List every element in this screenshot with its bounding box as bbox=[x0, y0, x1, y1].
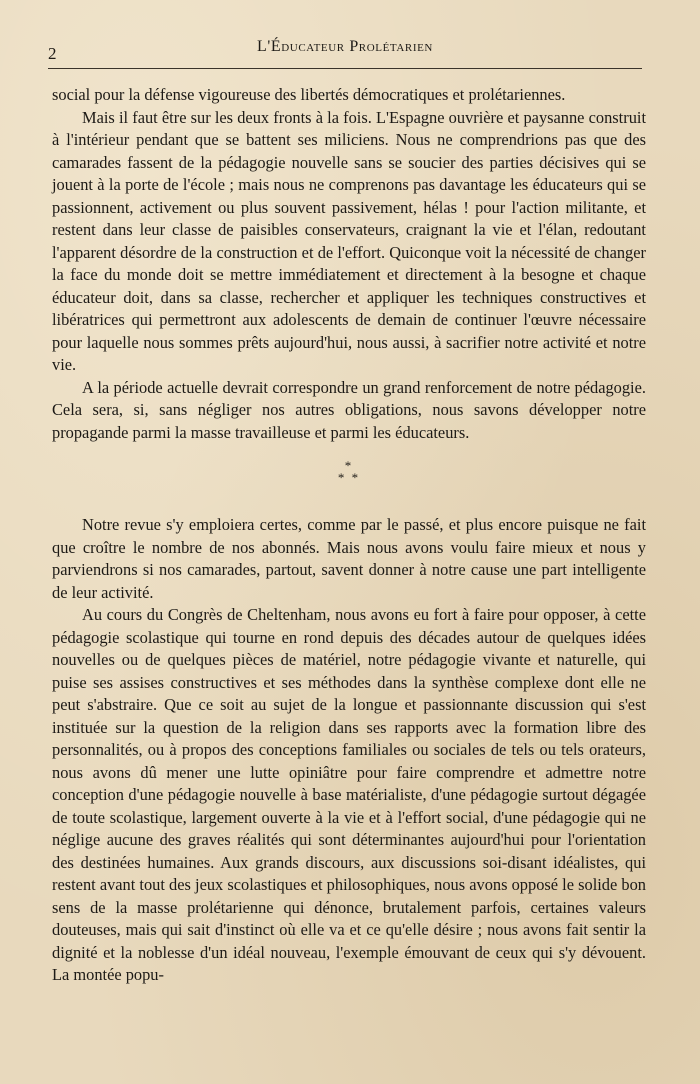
section-separator bbox=[52, 460, 646, 484]
paragraph: Au cours du Congrès de Cheltenham, nous avons eu fort à faire pour opposer, à cette pédagogie scolastique qui tourne en rond depuis des décades autour de quelques idées nouvelles ou de quelques pièces de matériel, notre pédagogie vivante et naturelle, qui puise ses assises constructives et ses méthodes dans la synthèse complexe dont elle ne peut s'abstraire. Que ce soit au sujet de la longue et passionnante discussion qui s'est instituée sur la question de la religion dans ses rapports avec la formation libre des personnalités, ou à propos des conceptions familiales ou sociales de tels ou tels orateurs, nous avons dû mener une lutte opiniâtre pour faire comprendre et admettre notre conception d'une pédagogie nouvelle à base matérialiste, d'une pédagogie surtout dégagée de toute scolastique, largement ouverte à la vie et à l'effort social, d'une pédagogie qui ne néglige aucune des graves réalités qui sont déterminantes aujourd'hui pour l'orientation des destinées humaines. Aux grands discours, aux discussions soi-disant idéalistes, qui restent avant tout des jeux scolastiques et philosophiques, nous avons opposé le solide bon sens de la masse prolétarienne qui dénonce, brutalement parfois, certaines valeurs douteuses, mais qui sait d'instinct où elle va et ce qu'elle désire ; nous avons fait sentir la dignité et la noblesse d'un idéal nouveau, l'exemple émouvant de ceux qui s'y dévouent. La montée popu- bbox=[52, 605, 646, 984]
page-number: 2 bbox=[48, 44, 57, 63]
paragraph-continuation: social pour la défense vigoureuse des libertés démocratiques et prolétariennes. bbox=[52, 85, 566, 104]
paragraph: Mais il faut être sur les deux fronts à la fois. L'Espagne ouvrière et paysanne construit à l'intérieur pendant que se battent ses miliciens. Nous ne comprendrions pas que des camarades fassent de la pédagogie nouvelle sans se soucier des parties décisives qui se jouent à la porte de l'école ; mais nous ne comprenons pas davantage les éducateurs qui se passionnent, activement ou plus souvent passivement, hélas ! pour l'action militante, et restent dans leur classe de paisibles conservateurs, craignant la vie et l'élan, redoutant l'apparent désordre de la construction et de l'effort. Quiconque voit la nécessité de changer la face du monde doit se mettre immédiatement et directement à la besogne et chaque éducateur doit, dans sa classe, rechercher et appliquer les techniques constructives et libératrices qui permettront aux adolescents de demain de continuer l'œuvre nécessaire pour laquelle nous sommes prêts aujourd'hui, nous aussi, à sacrifier notre activité et notre vie. bbox=[52, 107, 646, 374]
running-title: L'Éducateur Prolétarien bbox=[257, 38, 433, 55]
paragraph: A la période actuelle devrait correspondre un grand renforcement de notre pédagogie. Cela sera, si, sans négliger nos autres obligations, nous savons développer notre propagande parmi la masse travailleuse et parmi les éducateurs. bbox=[52, 377, 646, 442]
separator-bottom-stars: * * bbox=[337, 470, 361, 485]
page-header bbox=[48, 38, 642, 69]
separator-top-star: * bbox=[344, 458, 354, 473]
article-body bbox=[52, 84, 646, 987]
paragraph: Notre revue s'y emploiera certes, comme par le passé, et plus encore puisque ne fait que croître le nombre de nos abonnés. Mais nous avons voulu faire mieux et nous y parviendrons si nos camarades, partout, savent donner à notre cause une part intelligente de leur activité. bbox=[52, 515, 646, 602]
